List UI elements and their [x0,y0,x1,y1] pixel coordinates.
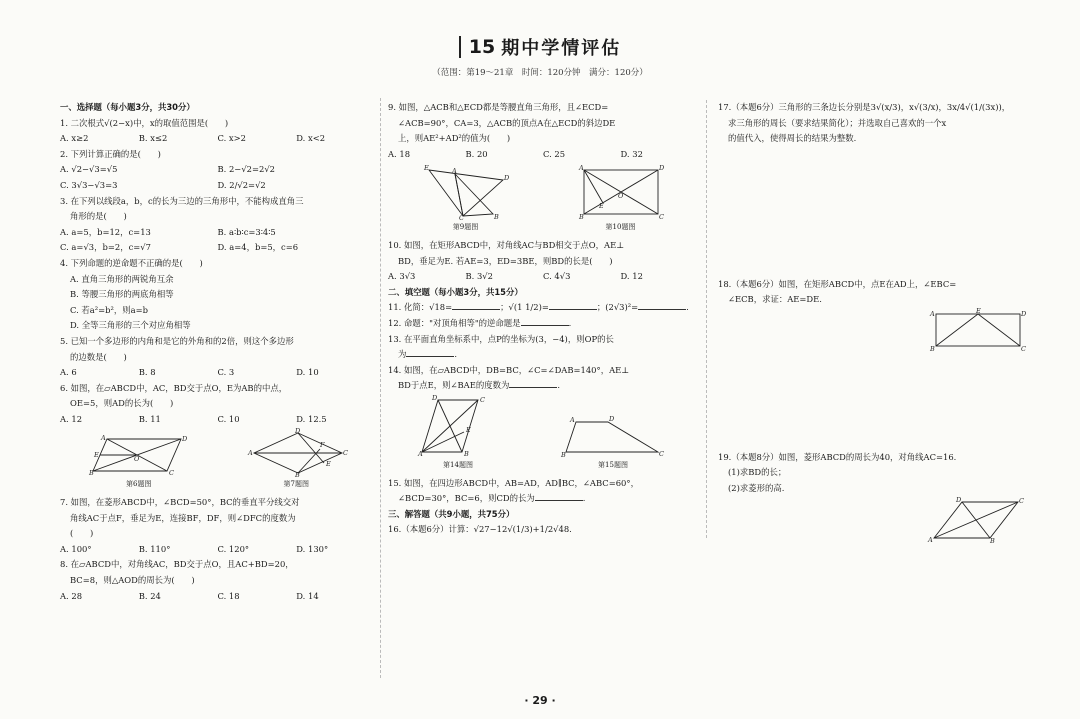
option: C. 3√3−√3=3 [60,179,118,190]
svg-text:C: C [458,214,464,223]
question-8-cont: BC=8，则△AOD的周长为( ) [70,575,195,586]
option: C. 18 [217,590,240,601]
svg-text:C: C [343,449,349,458]
option: B. 等腰三角形的两底角相等 [70,289,174,300]
question-7-cont2: ( ) [70,528,94,539]
figure-7 [246,427,349,493]
figure-15 [558,416,668,474]
option: B. 3√2 [465,271,493,282]
question-1-options [60,131,375,147]
question-15-cont: ∠BCD=30°，BC=6，则CD的长为 . [398,493,586,504]
question-9: 9. 如图，△ACB和△ECD都是等腰直角三角形，且∠ECD= [388,102,609,112]
page-title: 期中学情评估 [501,38,622,59]
svg-text:B: B [930,344,935,353]
question-10: 10. 如图，在矩形ABCD中，对角线AC与BD相交于点O，AE⊥ [388,239,625,250]
trapezoid-diagram [558,416,668,458]
section-fill-heading: 二、填空题（每小题3分，共15分） [388,286,523,297]
parallelogram-diagram [89,435,189,477]
svg-text:B: B [561,450,566,459]
option: D. 130° [296,543,329,554]
svg-text:E: E [466,425,471,434]
answer-blank[interactable] [452,301,500,310]
question-7-options [60,542,375,558]
svg-text:B: B [493,213,499,222]
question-13-text: 为 [398,349,407,360]
rectangle-diagram [576,164,666,220]
question-8-options [60,589,375,605]
svg-text:O: O [133,455,140,464]
question-18-cont: ∠ECB，求证：AE=DE. [728,294,822,305]
svg-text:C: C [1021,344,1026,353]
question-11-text: 11. 化简：√18= [388,302,453,313]
rhombus-diagram [246,427,349,480]
svg-text:D: D [503,174,509,183]
svg-text:A: A [100,434,106,443]
question-16: 16.（本题6分）计算：√27−12√(1/3)+1/2√48. [388,524,572,535]
figure-19 [718,496,1038,550]
option: C. 3 [217,367,235,378]
figure-9 [421,164,511,236]
question-15-text: ∠BCD=30°，BC=6，则CD的长为 [398,493,535,504]
svg-text:E: E [976,306,981,315]
section-choice-heading: 一、选择题（每小题3分，共30分） [60,102,195,112]
figure-15-caption: 第15题图 [598,460,628,469]
question-6: 6. 如图，在▱ABCD中，AC，BD交于点O，E为AB的中点， [60,382,288,393]
option: B. x≤2 [138,133,168,144]
svg-text:B: B [295,471,301,480]
answer-blank[interactable] [549,301,597,310]
option: C. 25 [543,148,566,159]
svg-text:B: B [578,213,584,222]
figures-6-7 [60,429,375,493]
answer-blank[interactable] [535,492,583,501]
figure-10 [576,164,666,236]
option: B. 8 [138,367,156,378]
svg-text:A: A [418,449,423,458]
question-19-part-2: (2)求菱形的高. [728,482,785,493]
option: C. 若a²=b²，则a=b [70,304,149,315]
question-3-cont: 角形的是( ) [70,211,127,222]
question-3-options [60,225,375,256]
question-14-text: BD于点E，则∠BAE的度数为 [398,380,510,391]
question-5-options [60,365,375,381]
option: B. 20 [465,148,488,159]
svg-text:A: A [570,415,575,424]
question-5: 5. 已知一个多边形的内角和是它的外角和的2倍，则这个多边形 [60,335,294,346]
question-3: 3. 在下列以线段a，b，c的长为三边的三角形中，不能构成直角三 [60,195,304,206]
figure-9-caption: 第9题图 [452,223,479,232]
question-5-cont: 的边数是( ) [70,351,127,362]
figure-6 [89,435,189,493]
question-18: 18.（本题6分）如图，在矩形ABCD中，点E在AD上，∠EBC= [718,278,957,289]
unit-number: 15 [459,36,495,58]
option: D. 12.5 [296,413,327,424]
svg-text:D: D [956,496,962,505]
figure-6-caption: 第6题图 [126,480,152,489]
svg-text:B: B [88,469,94,478]
page-number: · 29 · [524,694,556,707]
question-13-cont: 为 . [398,349,458,360]
option: D. 全等三角形的三个对应角相等 [70,320,191,331]
column-2 [388,100,707,538]
option: D. x<2 [296,133,326,144]
option: A. 28 [60,590,83,601]
question-10-options [388,269,698,285]
svg-text:D: D [181,435,187,444]
option: D. 2/√2=√2 [217,179,266,190]
figures-14-15 [388,393,698,474]
svg-text:O: O [617,192,623,201]
question-4-options [60,272,375,334]
question-6-cont: OE=5，则AD的长为( ) [70,398,174,409]
answer-space-18[interactable] [718,358,1038,450]
section-solve-heading: 三、解答题（共9小题，共75分） [388,508,515,519]
svg-text:E: E [326,460,331,469]
option: A. 6 [60,367,77,378]
figures-9-10 [388,164,698,236]
question-17-cont: 求三角形的周长（要求结果简化）；并选取自己喜欢的一个x [728,117,947,128]
svg-text:E: E [423,164,429,173]
question-7-cont: 角线AC于点F，垂足为E，连接BF，DF，则∠DFC的度数为 [70,512,296,523]
column-3 [718,100,1038,550]
question-17-cont2: 的值代入，使得周长的结果为整数. [728,133,857,144]
column-divider [380,98,381,678]
svg-text:C: C [659,449,664,458]
figure-14-caption: 第14题图 [443,460,473,469]
rectangle-with-point-diagram [928,308,1028,352]
rhombus-diagram-19 [928,496,1028,544]
option: B. 11 [138,413,161,424]
question-2-options [60,162,375,193]
svg-text:A: A [248,449,253,458]
svg-text:A: A [930,309,935,318]
svg-text:D: D [658,164,664,173]
answer-blank[interactable] [521,317,569,326]
option: A. √2−√3=√5 [60,164,118,175]
option: D. a=4，b=5，c=6 [217,242,299,253]
option: A. x≥2 [60,133,89,144]
option: D. 32 [620,148,643,159]
question-13: 13. 在平面直角坐标系中，点P的坐标为(3，−4)，则OP的长 [388,333,614,344]
figure-7-caption: 第7题图 [283,480,309,489]
svg-text:A: A [928,536,933,545]
option: B. 24 [138,590,161,601]
svg-text:C: C [1019,497,1024,506]
option: D. 14 [296,590,319,601]
svg-text:B: B [990,537,995,546]
triangles-diagram [421,164,511,223]
svg-text:C: C [480,395,485,404]
svg-text:E: E [93,451,99,460]
svg-text:A: A [578,164,584,173]
answer-space-17[interactable] [718,147,1038,277]
option: C. x>2 [217,133,247,144]
option: A. 18 [388,148,411,159]
svg-text:D: D [432,393,438,402]
svg-text:A: A [451,167,457,176]
question-14-cont: BD于点E，则∠BAE的度数为 . [398,380,560,391]
figure-10-caption: 第10题图 [605,223,636,232]
question-12: 12. 命题："对顶角相等"的逆命题是 . [388,317,572,328]
column-1 [60,100,375,604]
question-9-cont: ∠ACB=90°，CA=3，△ACB的顶点A在△ECD的斜边DE [398,117,616,128]
question-15: 15. 如图，在四边形ABCD中，AB=AD，AD∥BC，∠ABC=60°， [388,477,639,488]
answer-blank[interactable] [638,301,686,310]
svg-text:C: C [168,469,174,478]
option: D. 12 [620,271,643,282]
option: A. 100° [60,543,92,554]
question-9-options [388,147,698,163]
figure-18 [718,308,1038,358]
option: A. 12 [60,413,83,424]
question-2: 2. 下列计算正确的是( ) [60,148,161,159]
question-11: 11. 化简：√18= ；√(1 1/2)= ；(2√3)²= . [388,302,689,313]
page-header [0,34,1080,78]
option: C. a=√3，b=2，c=√7 [60,242,151,253]
question-14: 14. 如图，在▱ABCD中，DB=BC，∠C=∠DAB=140°，AE⊥ [388,364,630,375]
svg-text:E: E [598,202,604,211]
option: B. 2−√2=2√2 [217,164,276,175]
question-1: 1. 二次根式√(2−x)中，x的取值范围是( ) [60,117,229,128]
option: A. a=5，b=12，c=13 [60,226,151,237]
answer-blank[interactable] [509,379,557,388]
parallelogram-diagram-14 [418,393,498,458]
svg-text:D: D [609,414,615,423]
svg-text:C: C [658,213,664,222]
svg-text:B: B [464,449,469,458]
option: C. 120° [217,543,250,554]
option: C. 10 [217,413,240,424]
question-4: 4. 下列命题的逆命题不正确的是( ) [60,257,203,268]
svg-text:D: D [1021,309,1027,318]
option: D. 10 [296,367,319,378]
exam-scope: （范围：第19～21章 时间：120分钟 满分：120分） [432,68,648,78]
question-10-cont: BD，垂足为E. 若AE=3，ED=3BE，则BD的长是( ) [398,255,613,266]
question-6-options [60,412,375,428]
question-11-text-b: ；√(1 1/2)= [500,302,549,313]
question-8: 8. 在▱ABCD中，对角线AC，BD交于点O，且AC+BD=20， [60,559,294,570]
option: A. 3√3 [388,271,416,282]
question-12-text: 12. 命题："对顶角相等"的逆命题是 [388,317,521,328]
option: A. 直角三角形的两锐角互余 [70,273,174,284]
question-11-text-c: ；(2√3)²= [596,302,639,313]
answer-blank[interactable] [406,348,454,357]
option: B. a∶b∶c=3∶4∶5 [217,226,276,237]
question-19: 19.（本题8分）如图，菱形ABCD的周长为40，对角线AC=16. [718,451,957,462]
figure-14 [418,393,498,474]
question-9-cont2: 上，则AE²+AD²的值为( ) [398,133,511,144]
question-19-part-1: (1)求BD的长； [728,467,787,478]
option: C. 4√3 [543,271,571,282]
option: B. 110° [138,543,171,554]
question-17: 17.（本题6分）三角形的三条边长分别是3√(x/3)，x√(3/x)，3x/4√(1/(3x))， [718,102,1011,112]
svg-text:F: F [320,441,325,450]
question-7: 7. 如图，在菱形ABCD中，∠BCD=50°，BC的垂直平分线交对 [60,497,300,508]
svg-text:D: D [295,427,301,436]
